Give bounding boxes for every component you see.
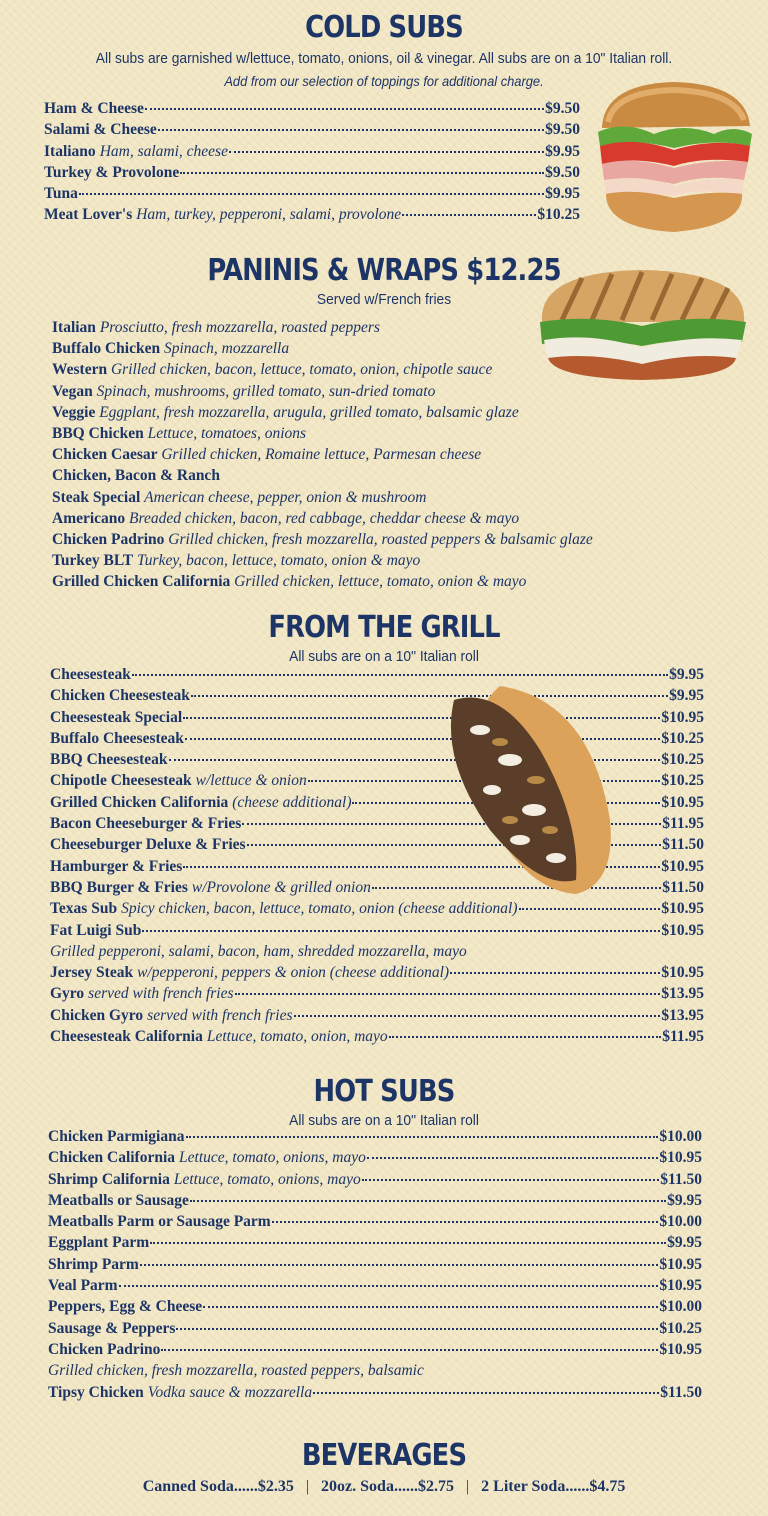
menu-item xyxy=(48,1169,702,1190)
menu-item xyxy=(48,1126,702,1147)
menu-item xyxy=(52,529,732,550)
dot-leader xyxy=(313,1381,659,1394)
menu-item-price: $10.95 xyxy=(659,1149,702,1167)
menu-item-name: Chicken California xyxy=(48,1149,176,1167)
menu-item-description: Lettuce, tomato, onions, mayo xyxy=(173,1170,361,1188)
menu-item-name: Shrimp Parm xyxy=(48,1255,139,1273)
menu-item-price: $10.00 xyxy=(659,1128,702,1145)
menu-item-description: w/Provolone & grilled onion xyxy=(191,878,371,896)
menu-item-price: $9.95 xyxy=(545,185,580,203)
dot-leader: ...... xyxy=(565,1478,590,1495)
menu-item xyxy=(48,1339,702,1360)
beverage-name: 2 Liter Soda xyxy=(481,1478,566,1495)
menu-item-price: $10.95 xyxy=(659,1255,702,1273)
menu-item-price: $10.95 xyxy=(661,921,704,939)
panini-photo xyxy=(532,266,754,384)
menu-item-description: Ham, turkey, pepperoni, salami, provolone xyxy=(136,206,402,224)
menu-item-name: Cheesesteak xyxy=(50,666,131,683)
dot-leader xyxy=(235,982,661,995)
dot-leader xyxy=(161,1338,658,1351)
dot-leader xyxy=(140,1253,659,1266)
menu-item-name: Cheesesteak California xyxy=(50,1028,203,1046)
cold-subs-list xyxy=(44,98,580,226)
menu-item-price: $10.00 xyxy=(659,1213,702,1231)
menu-item-price: $9.95 xyxy=(669,666,704,683)
beverage-price: $2.75 xyxy=(417,1478,454,1495)
cold-subs-heading: COLD SUBS xyxy=(305,10,463,45)
menu-item-name: Italian xyxy=(52,319,96,336)
menu-item-name: Chicken, Bacon & Ranch xyxy=(52,467,220,485)
menu-item xyxy=(48,1211,702,1232)
menu-item-price: $10.95 xyxy=(659,1277,702,1295)
menu-item xyxy=(52,508,732,529)
menu-item-name: Turkey & Provolone xyxy=(44,163,180,181)
cold-sub-photo xyxy=(594,76,754,236)
dot-leader: ...... xyxy=(233,1478,258,1495)
menu-item-price: $11.95 xyxy=(662,815,704,833)
menu-item-price: $11.95 xyxy=(662,1028,704,1046)
dot-leader xyxy=(180,161,544,174)
menu-item-price: $11.50 xyxy=(660,1383,702,1401)
menu-item-name: BBQ Cheesesteak xyxy=(50,751,168,769)
menu-item-price: $10.95 xyxy=(661,857,704,875)
dot-leader: ...... xyxy=(393,1478,418,1495)
menu-item-name: Chicken Padrino xyxy=(48,1340,161,1358)
menu-item-name: Italiano xyxy=(44,142,96,160)
menu-item xyxy=(52,571,732,592)
menu-item-name: BBQ Chicken xyxy=(52,424,144,442)
dot-leader xyxy=(176,1317,658,1330)
menu-item xyxy=(44,141,580,162)
menu-item-description: Eggplant, fresh mozzarella, arugula, grilled tomato, balsamic glaze xyxy=(99,403,519,421)
grill-subtitle: All subs are on a 10" Italian roll xyxy=(289,648,479,665)
menu-item xyxy=(44,183,580,204)
dot-leader xyxy=(402,203,536,216)
menu-item-name: Jersey Steak xyxy=(50,964,134,982)
menu-item-price: $13.95 xyxy=(661,1006,704,1024)
dot-leader xyxy=(203,1295,658,1308)
menu-item-description: Grilled chicken, bacon, lettuce, tomato, onion, chipotle sauce xyxy=(110,361,493,379)
menu-item-name: Grilled Chicken California xyxy=(50,793,229,811)
menu-item-name: BBQ Burger & Fries xyxy=(50,878,188,896)
menu-item-price: $9.95 xyxy=(667,1191,702,1209)
menu-item-description: served with french fries xyxy=(88,985,234,1003)
menu-item-name: Grilled Chicken California xyxy=(52,573,231,591)
dot-leader xyxy=(272,1210,659,1223)
menu-item-name: Peppers, Egg & Cheese xyxy=(48,1298,203,1316)
menu-item-description: (cheese additional) xyxy=(232,793,352,811)
menu-item xyxy=(52,423,732,444)
menu-item-price: $10.25 xyxy=(661,751,704,769)
dot-leader xyxy=(132,663,668,676)
menu-item-name: Tipsy Chicken xyxy=(48,1383,144,1401)
cold-subs-note: Add from our selection of toppings for additional charge. xyxy=(224,73,544,89)
dot-leader xyxy=(158,118,544,131)
menu-item xyxy=(48,1382,702,1403)
menu-item-description: Ham, salami, cheese xyxy=(99,142,228,160)
menu-item-name: Sausage & Peppers xyxy=(48,1319,176,1337)
menu-item-name: Texas Sub xyxy=(50,900,118,918)
menu-item-price: $11.50 xyxy=(660,1170,702,1188)
menu-item-description: served with french fries xyxy=(147,1006,293,1024)
menu-item xyxy=(48,1296,702,1317)
menu-item-price: $10.95 xyxy=(661,964,704,982)
cold-subs-subtitle: All subs are garnished w/lettuce, tomato, onions, oil & vinegar. All subs are on a 10" Italian roll. xyxy=(95,50,673,67)
menu-item xyxy=(48,1254,702,1275)
menu-item-name: Chicken Parmigiana xyxy=(48,1128,185,1145)
dot-leader xyxy=(367,1146,659,1159)
menu-item-name: Cheesesteak Special xyxy=(50,708,183,726)
menu-item-price: $10.25 xyxy=(661,729,704,747)
menu-item-description: Spicy chicken, bacon, lettuce, tomato, onion (cheese additional) xyxy=(121,900,518,918)
hot-subs-subtitle: All subs are on a 10" Italian roll xyxy=(289,1112,479,1129)
menu-item-name: Steak Special xyxy=(52,488,141,506)
menu-item xyxy=(50,920,704,941)
menu-item xyxy=(50,1005,704,1026)
hot-subs-list xyxy=(48,1126,702,1403)
dot-leader xyxy=(519,897,661,910)
menu-item-name: Hamburger & Fries xyxy=(50,857,183,875)
menu-item xyxy=(48,1190,702,1211)
dot-leader xyxy=(294,1004,661,1017)
dot-leader xyxy=(150,1231,666,1244)
separator: | xyxy=(305,1478,310,1495)
dot-leader xyxy=(79,182,544,195)
menu-item xyxy=(50,962,704,983)
menu-item-name: Ham & Cheese xyxy=(44,100,144,117)
menu-item-price: $10.95 xyxy=(659,1340,702,1358)
menu-item-name: Salami & Cheese xyxy=(44,121,157,139)
dot-leader xyxy=(389,1025,662,1038)
menu-item-name: Shrimp California xyxy=(48,1170,170,1188)
dot-leader xyxy=(229,140,544,153)
menu-item xyxy=(52,402,732,423)
separator: | xyxy=(465,1478,470,1495)
menu-item xyxy=(48,1147,702,1168)
menu-item-price: $9.95 xyxy=(667,1234,702,1252)
menu-item-name: Chicken Padrino xyxy=(52,530,165,548)
menu-item-description: Lettuce, tomato, onions, mayo xyxy=(179,1149,366,1167)
menu-item-description: Vodka sauce & mozzarella xyxy=(147,1383,313,1401)
menu-item-price: $9.95 xyxy=(545,142,580,160)
menu-item-name: Fat Luigi Sub xyxy=(50,921,142,939)
menu-item-name: Western xyxy=(52,361,108,379)
menu-item-name: Chicken Caesar xyxy=(52,446,158,464)
menu-item-description: Grilled chicken, lettuce, tomato, onion & mayo xyxy=(234,573,527,591)
menu-item-name: Tuna xyxy=(44,185,78,203)
dot-leader xyxy=(190,1189,666,1202)
menu-item xyxy=(44,204,580,225)
menu-item-price: $9.50 xyxy=(545,100,580,117)
dot-leader xyxy=(142,919,660,932)
beverages-line xyxy=(0,1478,768,1496)
menu-item-description: Breaded chicken, bacon, red cabbage, cheddar cheese & mayo xyxy=(129,509,520,527)
menu-item-description: Grilled chicken, Romaine lettuce, Parmesan cheese xyxy=(161,446,482,464)
menu-item xyxy=(48,1275,702,1296)
paninis-heading: PANINIS & WRAPS $12.25 xyxy=(207,253,561,288)
menu-item-name: Turkey BLT xyxy=(52,552,134,570)
menu-item-name: Cheeseburger Deluxe & Fries xyxy=(50,836,246,854)
menu-item-price: $10.95 xyxy=(661,708,704,726)
menu-item-name: Bacon Cheeseburger & Fries xyxy=(50,815,242,833)
paninis-subtitle: Served w/French fries xyxy=(316,291,452,308)
menu-item-description: Grilled pepperoni, salami, bacon, ham, shredded mozzarella, mayo xyxy=(50,942,467,960)
beverage-name: Canned Soda xyxy=(142,1478,234,1495)
menu-item-name: Chicken Gyro xyxy=(50,1006,144,1024)
menu-item-price: $10.95 xyxy=(661,793,704,811)
menu-item-name: Buffalo Cheesesteak xyxy=(50,729,184,747)
menu-item-price: $10.25 xyxy=(537,206,580,224)
menu-item xyxy=(44,98,580,119)
menu-item-description: Grilled chicken, fresh mozzarella, roasted peppers & balsamic glaze xyxy=(168,530,593,548)
menu-item-name: Meatballs or Sausage xyxy=(48,1191,189,1209)
menu-item xyxy=(52,487,732,508)
beverages-heading: BEVERAGES xyxy=(301,1438,467,1473)
dot-leader xyxy=(145,97,544,110)
menu-item-description: Spinach, mushrooms, grilled tomato, sun-dried tomato xyxy=(96,382,436,400)
menu-item-name: Gyro xyxy=(50,985,85,1003)
menu-item-name: Veal Parm xyxy=(48,1277,118,1295)
menu-item xyxy=(50,898,704,919)
menu-item-name: Chipotle Cheesesteak xyxy=(50,772,192,790)
menu-item-price: $10.00 xyxy=(659,1298,702,1316)
menu-item-name: Americano xyxy=(52,509,126,527)
beverage-price: $2.35 xyxy=(257,1478,294,1495)
menu-item-description: Lettuce, tomato, onion, mayo xyxy=(206,1028,388,1046)
dot-leader xyxy=(119,1274,659,1287)
beverage-price: $4.75 xyxy=(589,1478,626,1495)
menu-item-price: $10.25 xyxy=(659,1319,702,1337)
menu-item-description: Grilled chicken, fresh mozzarella, roasted peppers, balsamic xyxy=(48,1362,424,1380)
menu-item-description: Lettuce, tomatoes, onions xyxy=(147,424,307,442)
menu-item-description: American cheese, pepper, onion & mushroom xyxy=(144,488,427,506)
grill-heading: FROM THE GRILL xyxy=(268,610,500,645)
menu-item-price: $10.25 xyxy=(661,772,704,790)
menu-item-name: Vegan xyxy=(52,382,93,400)
menu-item-name: Meatballs Parm or Sausage Parm xyxy=(48,1213,271,1231)
menu-item xyxy=(50,983,704,1004)
menu-item-description: w/pepperoni, peppers & onion (cheese additional) xyxy=(137,964,450,982)
menu-item-price: $9.95 xyxy=(669,687,704,705)
menu-item-description: w/lettuce & onion xyxy=(195,772,307,790)
menu-item xyxy=(48,1232,702,1253)
dot-leader xyxy=(450,961,660,974)
menu-item-name: Eggplant Parm xyxy=(48,1234,150,1252)
menu-item xyxy=(50,1026,704,1047)
dot-leader xyxy=(186,1125,659,1138)
menu-item xyxy=(52,465,732,486)
dot-leader xyxy=(362,1168,660,1181)
menu-item xyxy=(52,550,732,571)
menu-item xyxy=(48,1318,702,1339)
menu-item-price: $11.50 xyxy=(662,878,704,896)
menu-item-description: Spinach, mozzarella xyxy=(163,340,290,358)
menu-item-price: $9.50 xyxy=(545,121,580,139)
menu-item-price: $9.50 xyxy=(545,163,580,181)
menu-item-name: Buffalo Chicken xyxy=(52,340,161,358)
menu-item-price: $11.50 xyxy=(662,836,704,854)
menu-item-name: Veggie xyxy=(52,403,96,421)
menu-item-description: Turkey, bacon, lettuce, tomato, onion & mayo xyxy=(137,552,421,570)
cheesesteak-photo xyxy=(440,680,616,898)
menu-item xyxy=(52,444,732,465)
menu-item xyxy=(44,119,580,140)
menu-item-price: $10.95 xyxy=(661,900,704,918)
hot-subs-heading: HOT SUBS xyxy=(313,1074,455,1109)
menu-item-price: $13.95 xyxy=(661,985,704,1003)
menu-item xyxy=(44,162,580,183)
beverage-name: 20oz. Soda xyxy=(321,1478,394,1495)
menu-item-name: Chicken Cheesesteak xyxy=(50,687,190,705)
menu-item-name: Meat Lover's xyxy=(44,206,133,224)
menu-item-description: Prosciutto, fresh mozzarella, roasted peppers xyxy=(99,319,380,336)
